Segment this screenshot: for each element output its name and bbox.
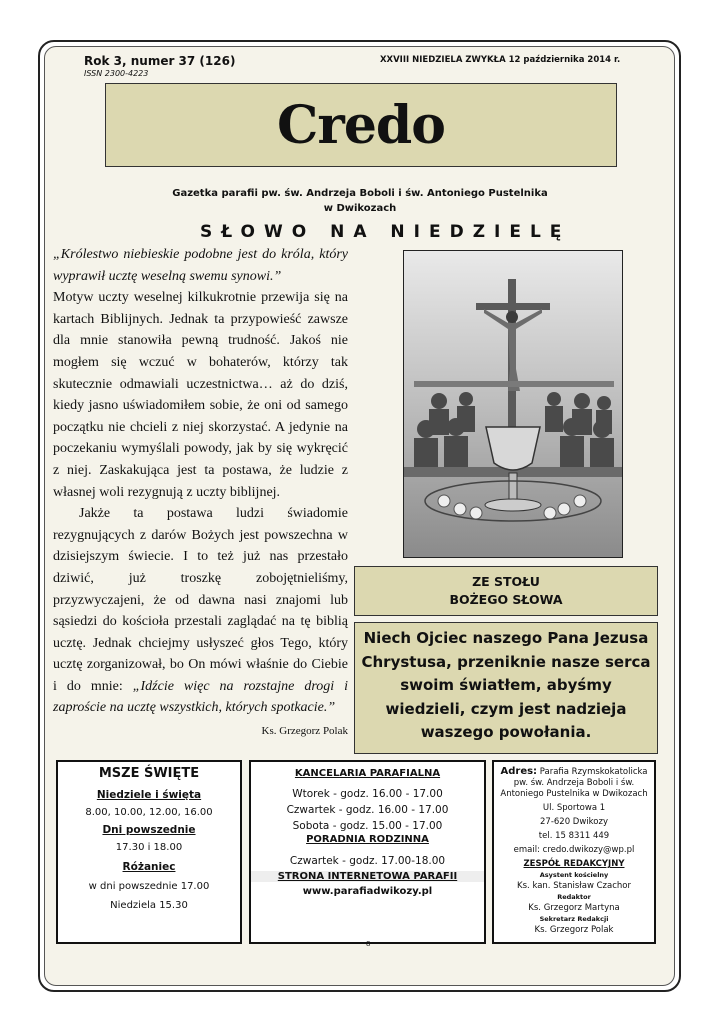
rosary-sunday: Niedziela 15.30 xyxy=(110,900,188,911)
postal-code: 27-620 Dwikozy xyxy=(540,817,608,827)
rosary-heading: Różaniec xyxy=(122,861,176,873)
page-number: 8 xyxy=(366,940,371,948)
masthead-title: Credo xyxy=(277,94,445,156)
address-line-3: Antoniego Pustelnika w Dwikozach xyxy=(500,789,648,799)
office-thursday: Czwartek - godz. 16.00 - 17.00 xyxy=(286,804,449,816)
assistant-name: Ks. kan. Stanisław Czachor xyxy=(517,881,631,891)
assistant-heading: Asystent kościelny xyxy=(539,871,609,879)
issue-number: Rok 3, numer 37 (126) xyxy=(84,54,236,68)
sundays-times: 8.00, 10.00, 12.00, 16.00 xyxy=(85,807,213,818)
masthead-subtitle xyxy=(140,186,580,216)
editor-name: Ks. Grzegorz Martyna xyxy=(528,903,620,913)
article-paragraph-2 xyxy=(53,503,348,719)
issn: ISSN 2300-4223 xyxy=(84,69,149,78)
sundays-heading: Niedziele i święta xyxy=(96,789,202,801)
website-link[interactable]: www.parafiadwikozy.pl xyxy=(302,886,433,897)
article-paragraph-1: Motyw uczty weselnej kilkukrotnie przewija się na kartach Biblijnych. Jednak ta przypowieść zawsze dla mnie stanowiła pewną trudność. Jakoś nie mogłem się wczuć w bohaterów, którzy tak skutecznie odmawiali uczestnictwa… aż do dziś, kiedy jasno uświadomiłem sobie, że oni od samego początku nie chcieli z niej skorzystać. A jedynie na poczekaniu wymyślali powody, jak by się wykręcić z niej. Zaskakująca jest ta postawa, że ludzie z własnej woli rezygnują z uczty biblijnej. xyxy=(53,290,348,500)
gospel-text: Niech Ojciec naszego Pana Jezusa Chrystusa, przeniknie nasze serca swoim światłem, abyśmy wiedzieli, czym jest nadzieja waszego powołania. xyxy=(354,622,658,754)
office-title: KANCELARIA PARAFIALNA xyxy=(294,768,441,779)
contact-box xyxy=(492,760,656,944)
section-heading: SŁOWO NA NIEDZIELĘ xyxy=(200,222,571,242)
phone: tel. 15 8311 449 xyxy=(538,831,610,841)
subtitle-line-1: Gazetka parafii pw. św. Andrzeja Boboli i św. Antoniego Pustelnika xyxy=(172,188,548,199)
website-heading: STRONA INTERNETOWA PARAFII xyxy=(251,871,484,882)
counseling-heading: PORADNIA RODZINNA xyxy=(306,834,429,845)
editor-heading: Redaktor xyxy=(557,893,591,901)
article-author: Ks. Grzegorz Polak xyxy=(261,725,348,738)
secretary-heading: Sekretarz Redakcji xyxy=(539,915,609,923)
article-paragraph-2-text: Jakże ta postawa ludzi świadomie rezygnujących z darów Bożych jest powszechna w dzisiejszym świecie. I to też już nas przestało dziwić, już troszkę zobojętnieliśmy, przyzwyczajeni, że od dawna nasi znajomi lub sąsiedzi do kościoła przestali zaglądać na tę biblią ucztę. Jednak chciejmy usłyszeć głos Tego, który ucztę zorganizował, bo On mówi właśnie do Ciebie i do mnie: xyxy=(53,506,348,694)
gospel-heading xyxy=(354,566,658,616)
gospel-heading-line-1: ZE STOŁU xyxy=(472,574,540,589)
address-text-1: Parafia Rzymskokatolicka xyxy=(539,767,648,777)
street: Ul. Sportowa 1 xyxy=(542,803,606,813)
weekdays-times: 17.30 i 18.00 xyxy=(115,842,183,853)
counseling-hours: Czwartek - godz. 17.00-18.00 xyxy=(289,855,446,867)
secretary-name: Ks. Grzegorz Polak xyxy=(534,925,614,935)
masses-title: MSZE ŚWIĘTE xyxy=(98,766,200,781)
article xyxy=(53,244,348,743)
address-line-2: pw. św. Andrzeja Boboli i św. xyxy=(513,778,635,788)
email[interactable]: email: credo.dwikozy@wp.pl xyxy=(513,845,635,855)
office-tuesday: Wtorek - godz. 16.00 - 17.00 xyxy=(292,788,443,800)
office-box xyxy=(249,760,486,944)
gospel-heading-line-2: BOŻEGO SŁOWA xyxy=(449,592,563,607)
weekdays-heading: Dni powszednie xyxy=(102,824,196,836)
office-saturday: Sobota - godz. 15.00 - 17.00 xyxy=(292,820,443,832)
team-heading: ZESPÓŁ REDAKCYJNY xyxy=(523,859,625,869)
address-line-1 xyxy=(494,766,654,778)
rosary-weekdays: w dni powszednie 17.00 xyxy=(88,881,210,892)
subtitle-line-2: w Dwikozach xyxy=(323,203,397,214)
address-label: Adres: xyxy=(500,766,538,777)
illustration-svg xyxy=(404,251,623,558)
article-closing-quote: „Idźcie więc na rozstajne drogi i zaproście na ucztę wszystkich, których spotkacie.” xyxy=(53,678,348,716)
crucifix-communion-illustration xyxy=(403,250,623,558)
masses-box xyxy=(56,760,242,944)
article-quote: „Królestwo niebieskie podobne jest do króla, który wyprawił ucztę weselną swemu synowi.” xyxy=(53,247,348,284)
masthead xyxy=(105,83,617,167)
issue-date: XXVIII NIEDZIELA ZWYKŁA 12 października 2014 r. xyxy=(380,55,621,65)
